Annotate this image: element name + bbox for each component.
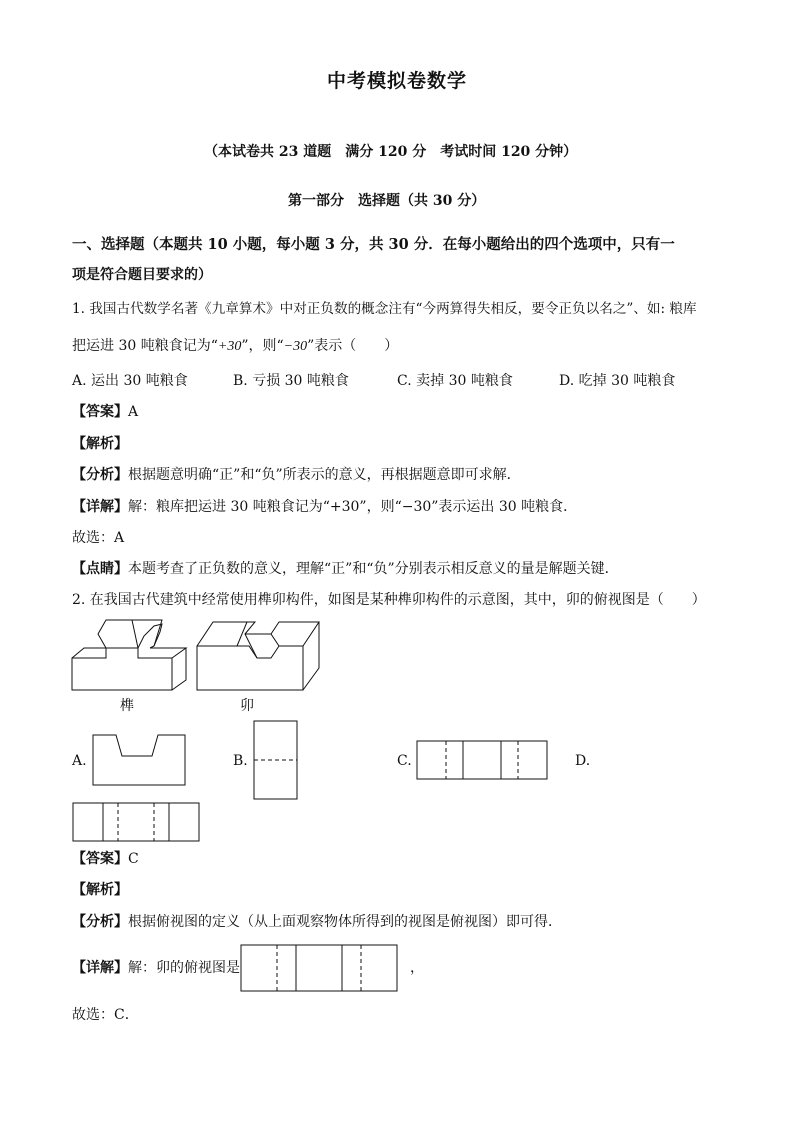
page-title: 中考模拟卷数学 [327,70,468,92]
q2-stem: 2. 在我国古代建筑中经常使用榫卯构件，如图是某种榫卯构件的示意图，其中，卯的俯视图是（ ） [72,592,706,608]
q2-answer-value: C [128,851,139,867]
mortise-label: 卯 [240,698,254,714]
q1-xiangjie-text: 解：粮库把运进 30 吨粮食记为“+30”，则“−30”表示运出 30 吨粮食． [128,499,578,515]
q2-fenxi-tag: 【分析】 [72,914,128,930]
q1-stem-text-c: ”表示（ ） [307,338,399,354]
q1-analysis-tag: 【解析】 [72,436,128,452]
q1-dianjing [72,560,619,578]
q1-option-c: C. 卖掉 30 吨粮食 [397,373,513,389]
q1-option-a: A. 运出 30 吨粮食 [72,373,188,389]
q2-answer [72,850,139,868]
q1-stem-text-a: 把运进 30 吨粮食记为“ [72,338,218,354]
q2-option-b-figure [253,720,298,800]
q2-xiangjie-text: 解：卯的俯视图是 [128,960,240,976]
q1-conclusion: 故选：A [72,530,125,546]
q2-solution-figure [240,944,398,992]
q1-option-d: D. 吃掉 30 吨粮食 [559,373,676,389]
mortise-figure [195,618,325,692]
q1-answer-value: A [128,404,139,420]
q1-stem-line2 [72,337,398,356]
q1-xiangjie [72,498,577,516]
q2-answer-tag: 【答案】 [72,851,128,867]
q1-dianjing-tag: 【点睛】 [72,561,128,577]
q2-fenxi-text: 根据俯视图的定义（从上面观察物体所得到的视图是俯视图）即可得． [128,914,562,930]
part-heading: 第一部分 选择题（共 30 分） [288,193,486,209]
q2-option-d-figure [72,802,200,842]
q1-xiangjie-tag: 【详解】 [72,499,128,515]
q2-option-b-label: B. [233,753,248,769]
tenon-label: 榫 [120,698,134,714]
section-heading-line2: 项是符合题目要求的） [72,267,212,283]
q1-stem-text-b: ”，则“ [241,338,284,354]
q2-option-a-label: A. [72,753,87,769]
q1-answer [72,403,138,421]
q2-option-d-label: D. [575,753,591,769]
q2-fenxi [72,913,562,931]
tenon-figure [70,618,192,692]
q1-option-b: B. 亏损 30 吨粮食 [233,373,349,389]
q2-option-c-figure [416,740,548,780]
exam-info: （本试卷共 23 道题 满分 120 分 考试时间 120 分钟） [204,144,578,160]
q1-stem-line1: 1. 我国古代数学名著《九章算术》中对正负数的概念注有“今两算得失相反，要令正负以名之”、如: 粮库 [72,301,697,317]
q1-minus30: −30 [283,339,308,354]
q1-dianjing-text: 本题考查了正负数的意义，理解“正”和“负”分别表示相反意义的量是解题关键． [128,561,619,577]
q2-option-a-figure [92,734,186,786]
q2-solution-comma: ， [410,960,424,976]
q1-fenxi-text: 根据题意明确“正”和“负”所表示的意义，再根据题意即可求解． [128,467,521,483]
q1-fenxi-tag: 【分析】 [72,467,128,483]
q2-analysis-tag: 【解析】 [72,882,128,898]
q2-conclusion: 故选：C． [72,1007,139,1023]
q2-xiangjie [72,959,240,977]
q1-fenxi [72,466,521,484]
q1-plus30: +30 [217,339,242,354]
q2-option-c-label: C. [397,753,412,769]
q2-xiangjie-tag: 【详解】 [72,960,128,976]
q1-answer-tag: 【答案】 [72,404,128,420]
section-heading-line1: 一、选择题（本题共 10 小题，每小题 3 分，共 30 分．在每小题给出的四个选项中，只有一 [72,236,675,253]
